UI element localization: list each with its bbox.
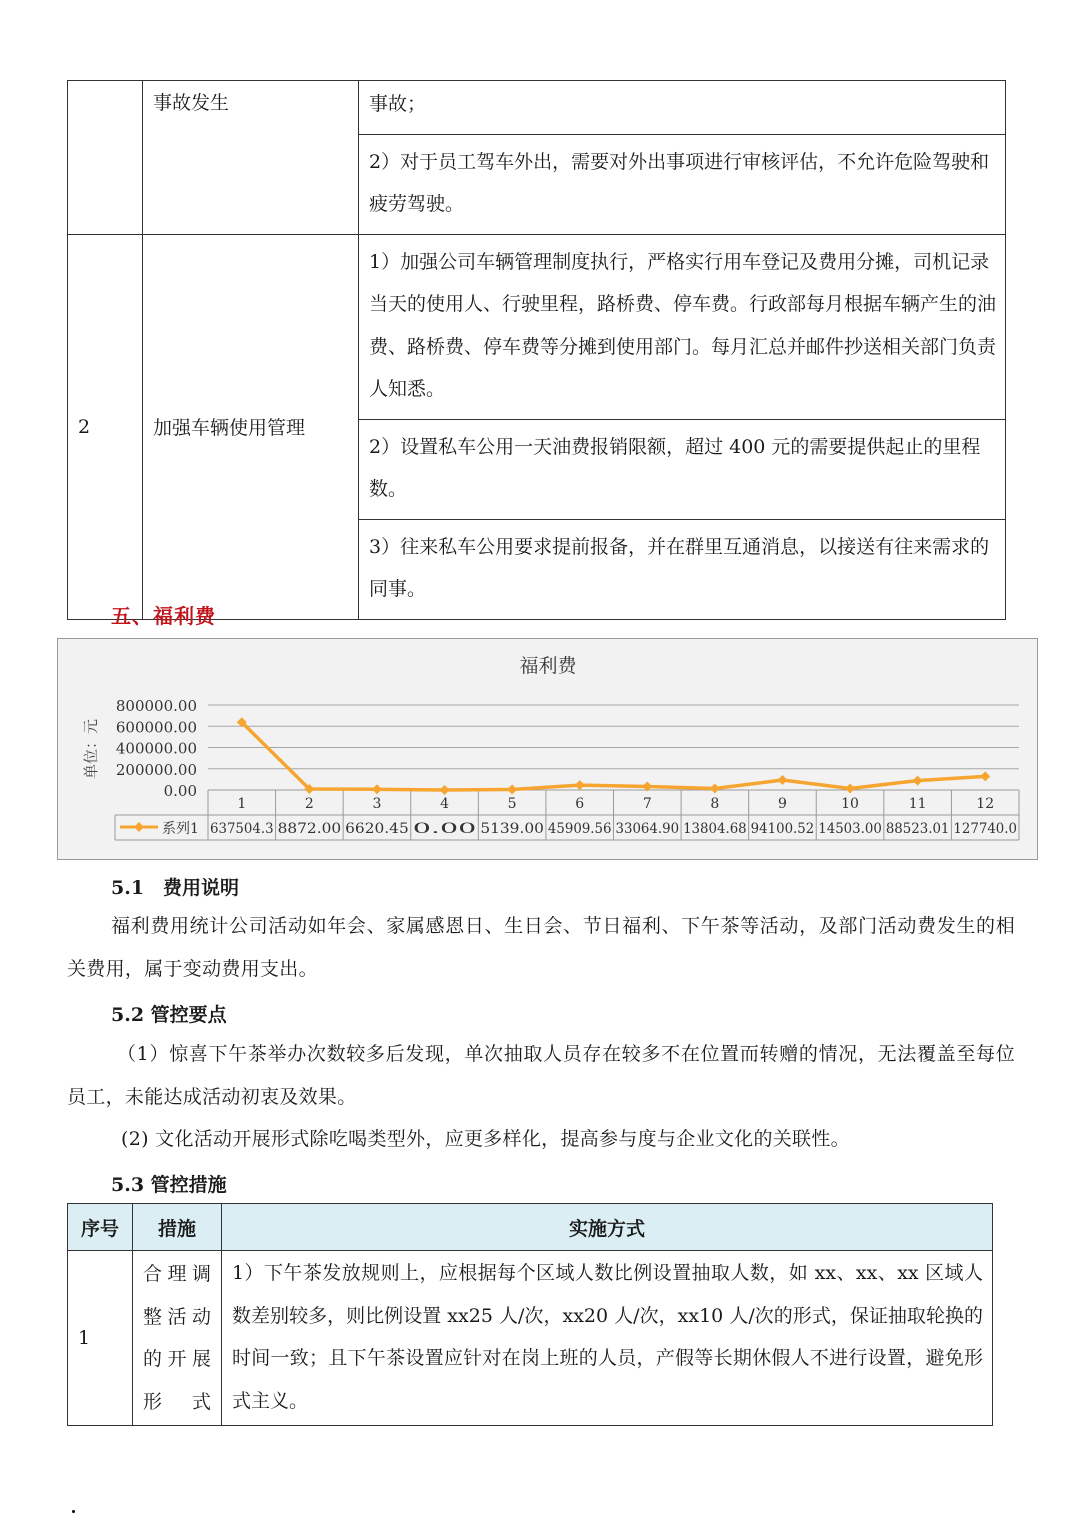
data-table-value: 14503.00 — [818, 821, 882, 837]
y-axis-label: 单位：元 — [82, 718, 100, 780]
method-cell: 事故； — [359, 81, 1006, 135]
x-tick-label: 11 — [908, 796, 927, 812]
x-tick-label: 6 — [575, 796, 585, 812]
data-point — [507, 784, 517, 794]
data-table-value: 8872.00 — [277, 821, 342, 837]
method-cell: 3）往来私车公用要求提前报备，并在群里互通消息，以接送有往来需求的同事。 — [359, 519, 1006, 619]
section-5-2-point-1: （1）惊喜下午茶举办次数较多后发现，单次抽取人员存在较多不在位置而转赠的情况，无法覆盖至每位员工，未能达成活动初衷及效果。 — [67, 1043, 1015, 1108]
x-tick-label: 7 — [642, 796, 652, 812]
data-table-value: 6620.45 — [345, 821, 409, 837]
method-cell: 1）加强公司车辆管理制度执行，严格实行用车登记及费用分摊，司机记录当天的使用人、行驶里程，路桥费、停车费。行政部每月根据车辆产生的油费、路桥费、停车费等分摊到使用部门。每月汇总并邮件抄送相关部门负责人知悉。 — [359, 234, 1006, 419]
measure-cell — [143, 81, 359, 235]
header-measure: 措施 — [133, 1204, 222, 1251]
section-title: 五、福利费 — [111, 604, 216, 628]
row-number-cell — [68, 81, 143, 235]
legend-marker — [134, 822, 144, 832]
data-point — [710, 784, 720, 794]
data-table-value: 13804.68 — [683, 821, 747, 837]
x-tick-label: 2 — [304, 796, 314, 812]
data-table-value: 0.00 — [412, 821, 477, 837]
row-number-cell: 2 — [68, 234, 143, 619]
section-5-2-heading: 5.2 管控要点 — [111, 1004, 227, 1026]
table-header-row — [68, 1204, 993, 1251]
data-point — [913, 776, 923, 786]
x-tick-label: 9 — [777, 796, 787, 812]
x-tick-label: 12 — [976, 796, 995, 812]
y-tick-label: 0.00 — [163, 782, 197, 800]
x-tick-label: 5 — [507, 796, 517, 812]
welfare-chart — [57, 638, 1038, 860]
x-tick-label: 4 — [440, 796, 450, 812]
section-5-3-heading: 5.3 管控措施 — [111, 1174, 227, 1196]
x-tick-label: 10 — [841, 796, 859, 812]
y-tick-label: 600000.00 — [115, 718, 197, 737]
table-row — [68, 81, 1006, 135]
table-row — [68, 234, 1006, 419]
table-row — [68, 1251, 993, 1426]
x-tick-label: 3 — [372, 796, 382, 812]
data-table-value: 88523.01 — [885, 821, 950, 837]
y-tick-label: 200000.00 — [115, 760, 197, 779]
chart-title: 福利费 — [519, 655, 577, 677]
row-number-cell: 1 — [68, 1251, 133, 1426]
data-table-value: 33064.90 — [615, 821, 680, 837]
method-cell: 1）下午茶发放规则上，应根据每个区域人数比例设置抽取人数，如 xx、xx、xx 区域人数差别较多，则比例设置 xx25 人/次，xx20 人/次，xx10 人/次的形式，保证抽取轮换的时间一致；且下午茶设置应针对在岗上班的人员，产假等长期休假人不进行设置，避免形式主义。 — [222, 1251, 993, 1426]
measure-cell: 加强车辆使用管理 — [143, 234, 359, 619]
section-5-1-body: 福利费用统计公司活动如年会、家属感恩日、生日会、节日福利、下午茶等活动，及部门活动费发生的相关费用，属于变动费用支出。 — [67, 915, 1015, 980]
data-table-value: 127740.0 — [953, 821, 1017, 837]
data-point — [845, 783, 855, 793]
data-table-value: 94100.52 — [750, 821, 815, 837]
measure-cell: 合理调整活动的开展形式 — [133, 1251, 222, 1426]
data-table-value: 5139.00 — [480, 821, 544, 837]
data-table-value: 637504.3 — [210, 821, 274, 837]
data-point — [372, 784, 382, 794]
method-cell: 2）对于员工驾车外出，需要对外出事项进行审核评估，不允许危险驾驶和疲劳驾驶。 — [359, 134, 1006, 234]
header-number: 序号 — [68, 1204, 133, 1251]
data-table-value: 45909.56 — [547, 821, 612, 837]
x-tick-label: 8 — [710, 796, 720, 812]
data-point — [777, 775, 787, 785]
measure-text: 事故发生 — [153, 92, 230, 114]
data-point — [980, 771, 990, 781]
y-tick-label: 800000.00 — [115, 697, 197, 715]
welfare-measures-table — [67, 1203, 993, 1426]
section-5-2-point-2: (2) 文化活动开展形式除吃喝类型外，应更多样化，提高参与度与企业文化的关联性。 — [121, 1128, 850, 1150]
page-marker — [72, 1510, 75, 1513]
y-tick-label: 400000.00 — [115, 739, 197, 758]
series-line — [242, 722, 985, 790]
chart-canvas — [58, 639, 1039, 861]
method-cell: 2）设置私车公用一天油费报销限额，超过 400 元的需要提供起止的里程数。 — [359, 419, 1006, 519]
legend-label: 系列1 — [162, 821, 199, 837]
header-method: 实施方式 — [222, 1204, 993, 1251]
section-5-1-heading: 5.1 费用说明 — [111, 877, 240, 899]
data-point — [440, 785, 450, 795]
vehicle-measures-table — [67, 80, 1006, 620]
x-tick-label: 1 — [237, 796, 247, 812]
data-point — [575, 780, 585, 790]
